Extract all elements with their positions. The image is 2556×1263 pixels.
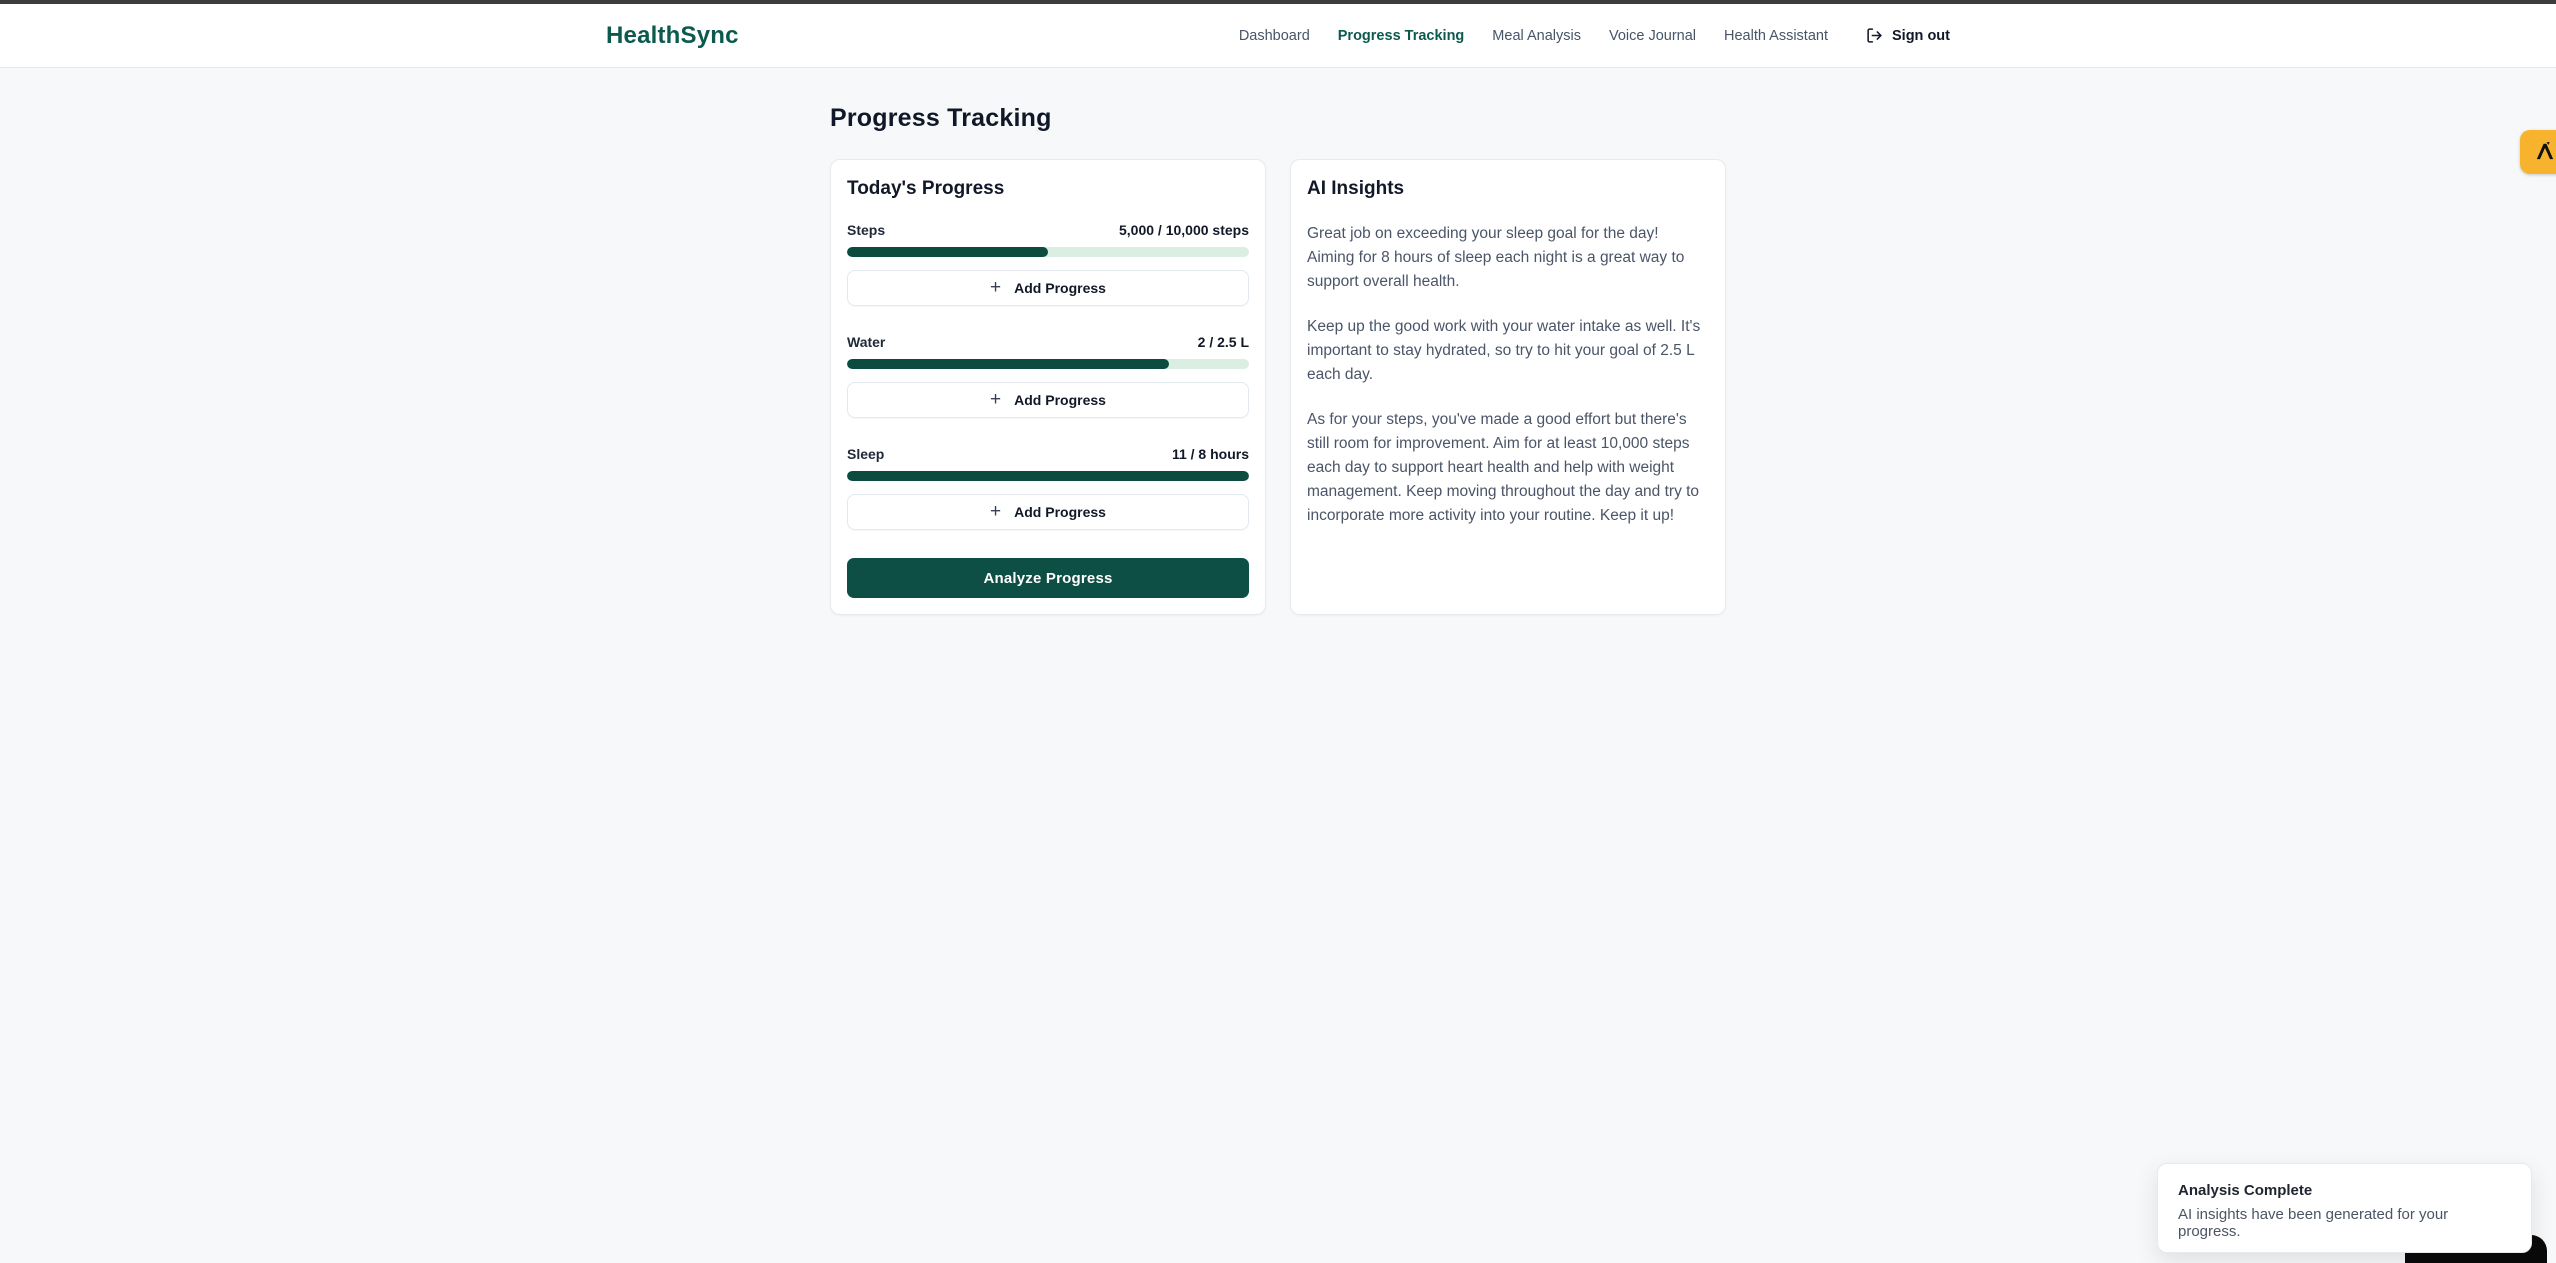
water-progress-bar [847,359,1249,369]
toast-notification[interactable] [2157,1163,2532,1253]
insight-paragraph-water: Keep up the good work with your water intake as well. It's important to stay hydrated, so try to hit your goal of 2.5 L each day. [1307,318,1701,383]
plus-icon: + [990,388,1002,410]
steps-progress-fill [847,247,1048,257]
water-label: Water [847,334,886,350]
sleep-label: Sleep [847,446,885,462]
app-logo[interactable]: HealthSync [606,21,739,49]
water-add-progress-button[interactable] [847,382,1249,418]
sleep-progress-bar [847,471,1249,481]
insight-paragraph-steps: As for your steps, you've made a good effort but there's still room for improvement. Aim for at least 10,000 steps each day to support heart health and help with weight management. Keep moving throughout the day and try to incorporate more activity into your routine. Keep it up! [1307,411,1700,524]
sleep-add-progress-button[interactable] [847,494,1249,530]
analyze-progress-button[interactable]: Analyze Progress [847,558,1249,598]
toast-title: Analysis Complete [2178,1182,2313,1199]
sign-out-button[interactable] [1866,27,1950,44]
plus-icon: + [990,276,1002,298]
sleep-value: 11 / 8 hours [1171,446,1249,462]
app-header [0,4,2556,68]
nav-item-voice-journal[interactable]: Voice Journal [1608,27,1697,44]
steps-progress-bar [847,247,1249,257]
plus-icon: + [990,500,1002,522]
ai-insights-title: AI Insights [1307,178,1405,199]
sleep-progress-fill [847,471,1249,481]
metric-water [847,334,1249,418]
main-nav [1239,27,1950,44]
toast-message: AI insights have been generated for your progress. [2178,1206,2449,1240]
add-progress-label: Add Progress [1014,392,1106,408]
steps-value: 5,000 / 10,000 steps [1119,222,1249,238]
nav-item-meal-analysis[interactable]: Meal Analysis [1492,27,1581,44]
ai-insights-card [1290,159,1726,615]
add-progress-label: Add Progress [1014,280,1106,296]
steps-label: Steps [847,222,886,238]
todays-progress-card [830,159,1266,615]
sign-out-label: Sign out [1892,27,1950,44]
sign-out-icon [1866,27,1883,44]
nav-item-dashboard[interactable]: Dashboard [1238,27,1310,44]
todays-progress-title: Today's Progress [847,178,1005,199]
main-content [830,68,1726,615]
accessibility-icon [2534,141,2556,164]
water-value: 2 / 2.5 L [1197,334,1249,350]
nav-item-progress-tracking[interactable]: Progress Tracking [1337,27,1465,44]
accessibility-widget-button[interactable] [2520,130,2556,174]
water-progress-fill [847,359,1169,369]
nav-item-health-assistant[interactable]: Health Assistant [1724,27,1828,44]
insight-paragraph-sleep: Great job on exceeding your sleep goal for the day! Aiming for 8 hours of sleep each night is a great way to support overall health. [1307,225,1685,290]
metric-sleep [847,446,1249,530]
steps-add-progress-button[interactable] [847,270,1249,306]
add-progress-label: Add Progress [1014,504,1106,520]
metric-steps [847,222,1249,306]
page-title: Progress Tracking [830,104,1052,132]
